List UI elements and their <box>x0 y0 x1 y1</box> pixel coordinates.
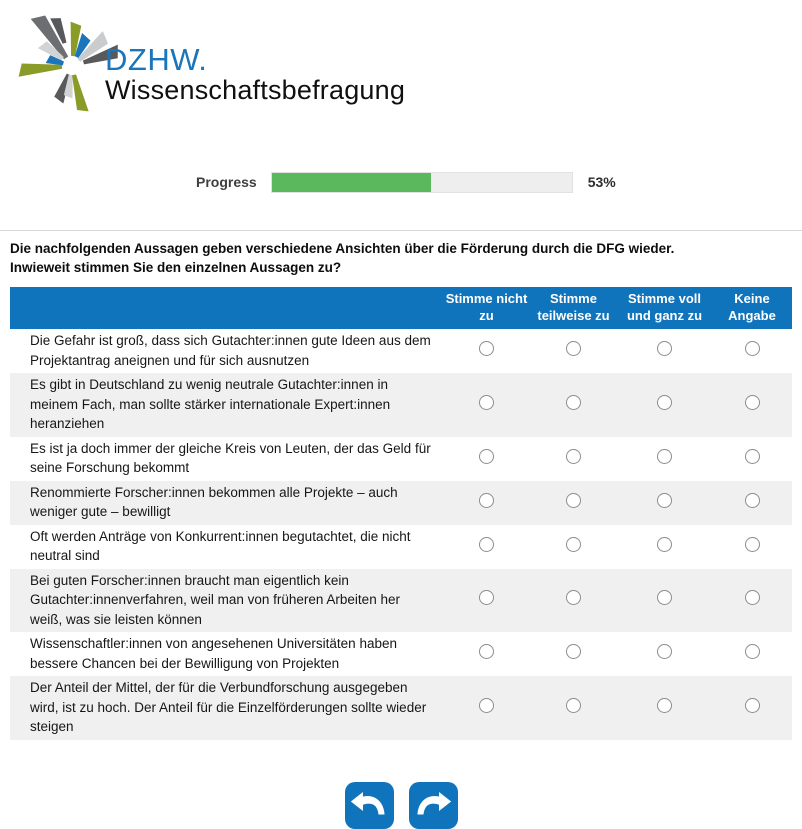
table-row <box>10 525 792 569</box>
radio-row6-col4[interactable] <box>745 590 760 605</box>
radio-cell <box>530 525 617 569</box>
radio-row5-col3[interactable] <box>657 537 672 552</box>
radio-row5-col4[interactable] <box>745 537 760 552</box>
statement-text: Bei guten Forscher:innen braucht man eigentlich kein Gutachter:innenverfahren, weil man von früheren Arbeiten her weiß, was sie leisten können <box>30 572 400 627</box>
radio-row7-col1[interactable] <box>479 644 494 659</box>
statement-text: Oft werden Anträge von Konkurrent:innen begutachtet, die nicht neutral sind <box>30 528 411 563</box>
radio-cell <box>617 437 712 481</box>
radio-cell <box>443 569 530 633</box>
radio-cell <box>617 329 712 373</box>
statement-column-header <box>10 287 443 329</box>
radio-cell <box>617 676 712 740</box>
radio-cell <box>617 569 712 633</box>
radio-row2-col4[interactable] <box>745 395 760 410</box>
radio-row2-col3[interactable] <box>657 395 672 410</box>
radio-row8-col2[interactable] <box>566 698 581 713</box>
radio-cell <box>530 569 617 633</box>
radio-cell <box>443 329 530 373</box>
radio-cell <box>712 632 792 676</box>
progress-bar-fill <box>272 173 431 192</box>
radio-row2-col2[interactable] <box>566 395 581 410</box>
radio-cell <box>712 569 792 633</box>
radio-cell <box>712 373 792 437</box>
radio-row4-col1[interactable] <box>479 493 494 508</box>
radio-cell <box>530 329 617 373</box>
radio-cell <box>530 437 617 481</box>
table-row <box>10 373 792 437</box>
column-header-keine-angabe: Keine Angabe <box>712 287 792 329</box>
radio-cell <box>712 525 792 569</box>
radio-row8-col1[interactable] <box>479 698 494 713</box>
radio-row4-col4[interactable] <box>745 493 760 508</box>
logo <box>0 0 802 128</box>
statement-text: Es ist ja doch immer der gleiche Kreis von Leuten, der das Geld für seine Forschung bekommt <box>30 440 431 475</box>
table-row <box>10 632 792 676</box>
radio-row1-col2[interactable] <box>566 341 581 356</box>
radio-cell <box>530 481 617 525</box>
table-row <box>10 437 792 481</box>
radio-row4-col3[interactable] <box>657 493 672 508</box>
back-arrow-icon <box>348 786 390 824</box>
radio-cell <box>530 373 617 437</box>
question-line-1: Die nachfolgenden Aussagen geben verschiedene Ansichten über die Förderung durch die DFG wieder. <box>10 241 675 256</box>
radio-row1-col4[interactable] <box>745 341 760 356</box>
radio-cell <box>712 329 792 373</box>
progress-label: Progress <box>196 174 257 190</box>
radio-row3-col2[interactable] <box>566 449 581 464</box>
matrix-header-row <box>10 287 792 329</box>
forward-arrow-icon <box>412 786 454 824</box>
radio-row1-col3[interactable] <box>657 341 672 356</box>
statement-text: Es gibt in Deutschland zu wenig neutrale Gutachter:innen in meinem Fach, man sollte stärker internationale Expert:innen heranziehen <box>30 377 391 431</box>
back-button[interactable] <box>345 782 394 829</box>
radio-row7-col3[interactable] <box>657 644 672 659</box>
table-row <box>10 329 792 373</box>
radio-row1-col1[interactable] <box>479 341 494 356</box>
radio-cell <box>443 525 530 569</box>
radio-cell <box>712 481 792 525</box>
statement-text: Die Gefahr ist groß, dass sich Gutachter:innen gute Ideen aus dem Projektantrag aneignen und für sich ausnutzen <box>30 333 431 368</box>
progress-bar-track <box>271 172 573 193</box>
radio-row5-col2[interactable] <box>566 537 581 552</box>
table-row <box>10 481 792 525</box>
radio-cell <box>712 676 792 740</box>
radio-row6-col3[interactable] <box>657 590 672 605</box>
radio-cell <box>443 676 530 740</box>
radio-row6-col1[interactable] <box>479 590 494 605</box>
radio-cell <box>617 632 712 676</box>
radio-row6-col2[interactable] <box>566 590 581 605</box>
radio-cell <box>617 373 712 437</box>
radio-row8-col4[interactable] <box>745 698 760 713</box>
radio-cell <box>443 632 530 676</box>
radio-cell <box>530 632 617 676</box>
progress-percent: 53% <box>587 174 616 190</box>
radio-cell <box>443 373 530 437</box>
column-header-stimme-nicht-zu: Stimme nicht zu <box>443 287 530 329</box>
logo-subtitle-text: Wissenschaftsbefragung <box>105 75 406 105</box>
statement-text: Renommierte Forscher:innen bekommen alle Projekte – auch weniger gute – bewilligt <box>30 484 398 519</box>
question-line-2: Inwieweit stimmen Sie den einzelnen Aussagen zu? <box>10 260 342 275</box>
radio-row5-col1[interactable] <box>479 537 494 552</box>
radio-cell <box>617 525 712 569</box>
progress-section <box>196 172 802 192</box>
table-row <box>10 569 792 633</box>
radio-row3-col3[interactable] <box>657 449 672 464</box>
navigation-buttons <box>0 782 802 829</box>
statement-matrix-table <box>10 287 792 740</box>
radio-row7-col2[interactable] <box>566 644 581 659</box>
statements-body <box>10 329 792 740</box>
radio-cell <box>530 676 617 740</box>
column-header-stimme-voll-und-ganz-zu: Stimme voll und ganz zu <box>617 287 712 329</box>
radio-row8-col3[interactable] <box>657 698 672 713</box>
radio-cell <box>443 481 530 525</box>
forward-button[interactable] <box>409 782 458 829</box>
radio-cell <box>617 481 712 525</box>
radio-cell <box>712 437 792 481</box>
statement-text: Der Anteil der Mittel, der für die Verbundforschung ausgegeben wird, ist zu hoch. Der Anteil für die Einzelförderungen sollte wieder steigen <box>30 680 427 734</box>
radio-row2-col1[interactable] <box>479 395 494 410</box>
question-text <box>0 231 802 283</box>
radio-cell <box>443 437 530 481</box>
radio-row4-col2[interactable] <box>566 493 581 508</box>
radio-row3-col1[interactable] <box>479 449 494 464</box>
radio-row3-col4[interactable] <box>745 449 760 464</box>
logo-brand-text: DZHW. <box>105 42 208 77</box>
column-header-stimme-teilweise-zu: Stimme teilweise zu <box>530 287 617 329</box>
table-row <box>10 676 792 740</box>
statement-text: Wissenschaftler:innen von angesehenen Universitäten haben bessere Chancen bei der Bewilligung von Projekten <box>30 636 397 671</box>
radio-row7-col4[interactable] <box>745 644 760 659</box>
